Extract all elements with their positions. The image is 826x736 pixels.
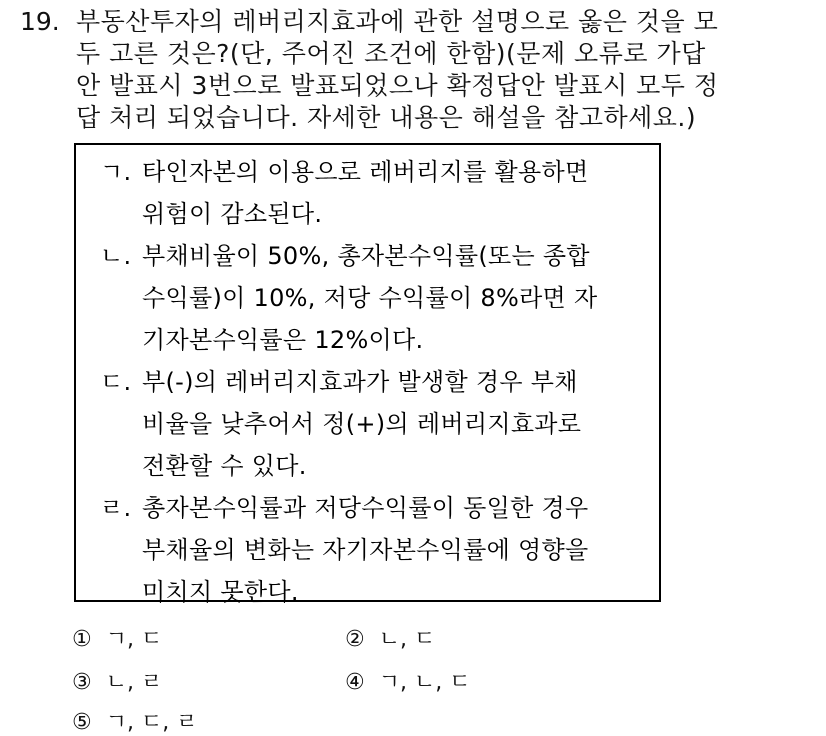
- statement-mark: ㄱ.: [100, 158, 132, 186]
- statement-line: 수익률)이 10%, 저당 수익률이 8%라면 자: [142, 284, 598, 312]
- choice-text: ㄴ, ㄷ: [378, 627, 436, 652]
- question-number: 19.: [20, 7, 60, 36]
- choice-2[interactable]: [345, 622, 435, 653]
- statement-line: 타인자본의 이용으로 레버리지를 활용하면: [142, 158, 589, 186]
- statement-line: 총자본수익률과 저당수익률이 동일한 경우: [142, 494, 589, 522]
- statement-mark: ㄹ.: [100, 494, 132, 522]
- choice-1[interactable]: [72, 622, 162, 653]
- statement-mark: ㄷ.: [100, 368, 132, 396]
- choice-number: ④: [345, 670, 365, 695]
- statement-mark: ㄴ.: [100, 242, 132, 270]
- question-line: 부동산투자의 레버리지효과에 관한 설명으로 옳은 것을 모: [76, 7, 719, 36]
- choice-5[interactable]: [72, 705, 197, 736]
- choice-number: ③: [72, 670, 92, 695]
- statement-line: 위험이 감소된다.: [142, 200, 323, 228]
- choice-text: ㄱ, ㄴ, ㄷ: [378, 670, 471, 695]
- question-line: 두 고른 것은?(단, 주어진 조건에 한함)(문제 오류로 가답: [76, 39, 706, 68]
- statement-line: 기자본수익률은 12%이다.: [142, 326, 424, 354]
- choice-number: ⑤: [72, 710, 92, 735]
- question-line: 안 발표시 3번으로 발표되었으나 확정답안 발표시 모두 정: [76, 71, 719, 100]
- choice-text: ㄴ, ㄹ: [105, 670, 163, 695]
- choice-3[interactable]: [72, 665, 162, 696]
- statement-line: 부(-)의 레버리지효과가 발생할 경우 부채: [142, 368, 578, 396]
- statement-line: 부채율의 변화는 자기자본수익률에 영향을: [142, 536, 589, 564]
- statement-line: 미치지 못한다.: [142, 578, 299, 606]
- choice-text: ㄱ, ㄷ: [105, 627, 163, 652]
- choice-4[interactable]: [345, 665, 470, 696]
- statement-line: 비율을 낮추어서 정(+)의 레버리지효과로: [142, 410, 582, 438]
- question-line: 답 처리 되었습니다. 자세한 내용은 해설을 참고하세요.): [76, 103, 697, 132]
- choice-number: ①: [72, 627, 92, 652]
- statement-line: 부채비율이 50%, 총자본수익률(또는 종합: [142, 242, 590, 270]
- choice-text: ㄱ, ㄷ, ㄹ: [105, 710, 198, 735]
- statement-line: 전환할 수 있다.: [142, 452, 307, 480]
- choice-number: ②: [345, 627, 365, 652]
